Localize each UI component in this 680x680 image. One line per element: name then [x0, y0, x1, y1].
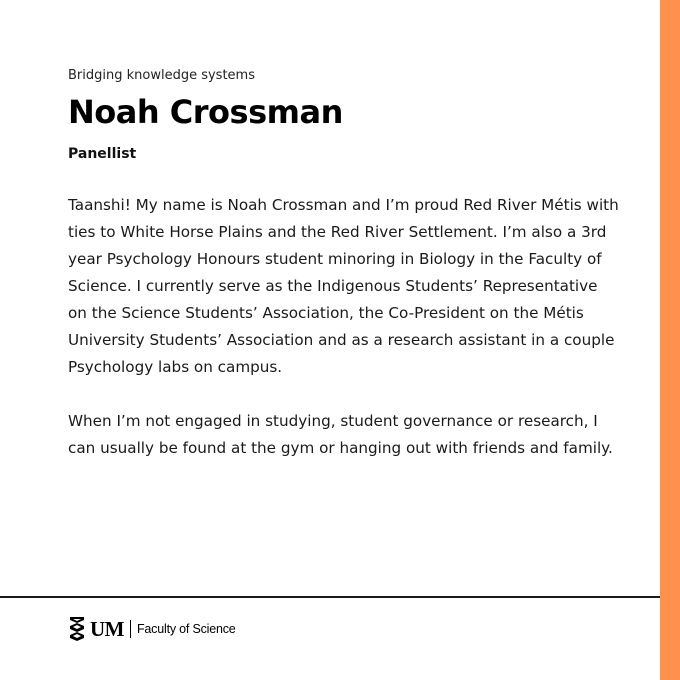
page-title: Noah Crossman	[68, 93, 343, 131]
bio-paragraph: When I’m not engaged in studying, student governance or research, I can usually be found at the gym or hanging out with friends and family.	[68, 412, 613, 457]
accent-bar	[660, 0, 680, 680]
role-label: Panellist	[68, 146, 137, 162]
um-wordmark: UM	[90, 616, 124, 641]
um-crest-icon	[68, 615, 86, 643]
footer-divider	[0, 596, 660, 598]
bio-paragraph: Taanshi! My name is Noah Crossman and I’m proud Red River Métis with ties to White Horse Plains and the Red River Settlement. I’m also a 3rd year Psychology Honours student minoring in Biology in the Faculty of Science. I currently serve as the Indigenous Students’ Representative on the Science Students’ Association, the Co-President on the Métis University Students’ Association and as a research assistant in a couple Psychology labs on campus.	[68, 196, 619, 376]
logo-separator	[130, 620, 131, 638]
bio-text	[68, 192, 620, 489]
footer-logo	[68, 614, 236, 644]
faculty-name: Faculty of Science	[137, 622, 236, 636]
eyebrow-text: Bridging knowledge systems	[68, 68, 255, 83]
